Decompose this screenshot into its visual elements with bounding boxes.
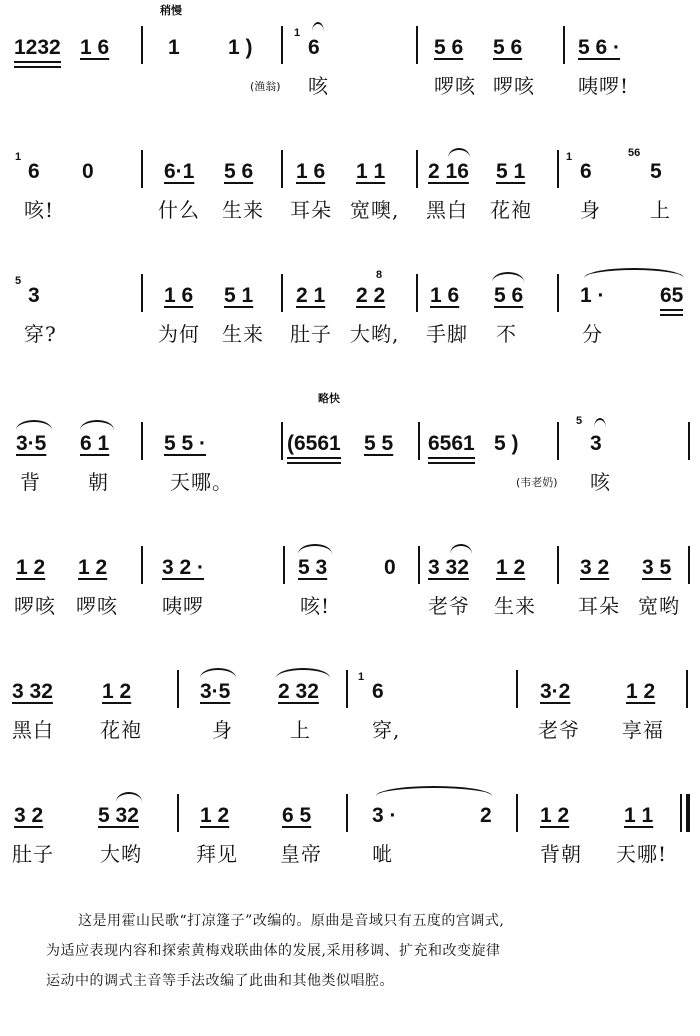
fermata-mark (594, 418, 606, 428)
barline (141, 546, 143, 584)
note-group: 5 1 (224, 284, 254, 307)
lyric: 花袍 (490, 198, 532, 222)
barline (416, 274, 418, 312)
barline (281, 150, 283, 188)
role-label: (渔翁) (250, 80, 281, 93)
barline (557, 546, 559, 584)
lyric: 不 (496, 322, 517, 346)
role-label: (韦老奶) (516, 476, 558, 489)
barline (686, 670, 688, 708)
lyric: 大哟, (350, 322, 400, 346)
lyric: 穿? (24, 322, 57, 346)
barline (416, 150, 418, 188)
grace-note: 56 (628, 147, 641, 159)
lyric: 肚子 (290, 322, 332, 346)
lyric: 啰咳 (14, 594, 56, 618)
note-group: 1 2 (200, 804, 230, 827)
note-group: 1 2 (626, 680, 656, 703)
lyric: 穿, (372, 718, 401, 742)
barline (563, 26, 565, 64)
note-group: 6 5 (282, 804, 312, 827)
grace-note: 1 (566, 151, 573, 163)
note-group: 5 3 (298, 556, 328, 579)
note-group: 3 2 (14, 804, 44, 827)
barline (557, 150, 559, 188)
note-group: 5 5 · (164, 432, 207, 455)
lyric: 咦啰! (578, 74, 630, 98)
slur (450, 544, 472, 554)
slur (200, 668, 236, 678)
note-group: 5 32 (98, 804, 139, 827)
note-group: 1 1 (356, 160, 386, 183)
lyric: 咳 (308, 74, 329, 98)
lyric: 背朝 (540, 842, 582, 866)
note-group: 3 2 (580, 556, 610, 579)
lyric: 黑白 (426, 198, 468, 222)
lyric: 生来 (222, 198, 264, 222)
note-group: 3 · (372, 804, 397, 827)
note-group: 1 6 (296, 160, 326, 183)
note-group: 1 (168, 36, 180, 59)
lyric: 分 (582, 322, 603, 346)
note-group: 5 1 (496, 160, 526, 183)
grace-note: 1 (15, 151, 22, 163)
grace-note: 1 (358, 671, 365, 683)
note-group: 1 2 (16, 556, 46, 579)
barline (281, 422, 283, 460)
lyric: 身 (212, 718, 233, 742)
note-group: 1 6 (80, 36, 110, 59)
lyric: 拜见 (196, 842, 238, 866)
note-group: 0 (82, 160, 94, 183)
slur (584, 268, 684, 278)
note-group: 3 2 · (162, 556, 205, 579)
barline (346, 670, 348, 708)
barline (418, 422, 420, 460)
note-group: 5 5 (364, 432, 394, 455)
lyric: 老爷 (538, 718, 580, 742)
lyric: 享福 (622, 718, 664, 742)
lyric: 大哟 (100, 842, 142, 866)
lyric: 生来 (222, 322, 264, 346)
note-group: 5 6 · (578, 36, 621, 59)
barline (416, 26, 418, 64)
lyric: 啰咳 (493, 74, 535, 98)
barline (557, 422, 559, 460)
note-group: 3 (28, 284, 40, 307)
tempo-mark-slow: 稍慢 (160, 4, 182, 17)
note-group: 6·1 (164, 160, 195, 183)
note-group: 1 ) (228, 36, 253, 59)
grace-note: 5 (576, 415, 583, 427)
note-group: (6561 (287, 432, 341, 459)
barline (141, 274, 143, 312)
barline (557, 274, 559, 312)
grace-note: 1 (294, 27, 301, 39)
lyric: 咦啰 (162, 594, 204, 618)
barline (281, 274, 283, 312)
note-group: 3·2 (540, 680, 571, 703)
note-group: 6 (28, 160, 40, 183)
barline (177, 794, 179, 832)
final-barline-thin (680, 794, 682, 832)
note-group: 3 32 (12, 680, 53, 703)
note-group: 2 1 (296, 284, 326, 307)
note-group: 3·5 (200, 680, 231, 703)
note-group: 5 6 (434, 36, 464, 59)
note-group: 3·5 (16, 432, 47, 455)
lyric: 背 (20, 470, 41, 494)
lyric: 生来 (494, 594, 536, 618)
note-group: 2 2 (356, 284, 386, 307)
note-group: 3 (590, 432, 602, 455)
lyric: 耳朵 (578, 594, 620, 618)
barline (418, 546, 420, 584)
barline (516, 794, 518, 832)
barline (141, 26, 143, 64)
barline (688, 422, 690, 460)
slur (16, 420, 52, 430)
lyric: 上 (650, 198, 671, 222)
lyric: 咳! (24, 198, 55, 222)
barline (281, 26, 283, 64)
note-group: 1 2 (540, 804, 570, 827)
lyric: 朝 (88, 470, 109, 494)
lyric: 天哪。 (170, 470, 233, 494)
note-group: 1232 (14, 36, 61, 63)
note-group: 1 2 (496, 556, 526, 579)
slur (492, 272, 524, 282)
final-barline-thick (686, 794, 690, 832)
note-group: 5 ) (494, 432, 519, 455)
note-group: 0 (384, 556, 396, 579)
barline (177, 670, 179, 708)
lyric: 咳! (300, 594, 331, 618)
note-group: 3 5 (642, 556, 672, 579)
barline (346, 794, 348, 832)
lyric: 为何 (158, 322, 200, 346)
lyric: 身 (580, 198, 601, 222)
footnote (46, 906, 668, 996)
note-group: 6 1 (80, 432, 110, 455)
note-group: 5 6 (494, 284, 524, 307)
slur (448, 148, 470, 158)
note-group: 5 6 (224, 160, 254, 183)
lyric: 上 (290, 718, 311, 742)
footnote-line: 这是用霍山民歌“打凉篷子”改编的。原曲是音域只有五度的宫调式, (78, 913, 505, 929)
note-group: 1 6 (430, 284, 460, 307)
lyric: 花袍 (100, 718, 142, 742)
lyric: 宽噢, (350, 198, 400, 222)
note-group: 6561 (428, 432, 475, 459)
slur (298, 544, 332, 554)
note-group: 65 (660, 284, 683, 311)
slur (80, 420, 114, 430)
note-group: 2 16 (428, 160, 469, 183)
note-group: 1 · (580, 284, 605, 307)
note-group: 1 1 (624, 804, 654, 827)
barline (141, 422, 143, 460)
lyric: 呲 (372, 842, 393, 866)
note-group: 1 2 (102, 680, 132, 703)
note-group: 2 (480, 804, 492, 827)
grace-note: 8 (376, 269, 383, 281)
slur (376, 786, 492, 796)
note-group: 6 (580, 160, 592, 183)
lyric: 耳朵 (290, 198, 332, 222)
note-group: 6 (308, 36, 320, 59)
grace-note: 5 (15, 275, 22, 287)
barline (283, 546, 285, 584)
fermata-mark (312, 22, 324, 32)
lyric: 咳 (590, 470, 611, 494)
lyric: 什么 (158, 198, 200, 222)
note-group: 3 32 (428, 556, 469, 579)
lyric: 天哪! (616, 842, 668, 866)
lyric: 老爷 (428, 594, 470, 618)
note-group: 2 32 (278, 680, 319, 703)
barline (516, 670, 518, 708)
note-group: 1 2 (78, 556, 108, 579)
note-group: 5 6 (493, 36, 523, 59)
slur (276, 668, 330, 678)
note-group: 5 (650, 160, 662, 183)
footnote-line: 运动中的调式主音等手法改编了此曲和其他类似唱腔。 (46, 973, 394, 989)
lyric: 手脚 (426, 322, 468, 346)
lyric: 皇帝 (280, 842, 322, 866)
tempo-mark-fast: 略快 (318, 392, 340, 405)
note-group: 6 (372, 680, 384, 703)
lyric: 宽哟 (638, 594, 680, 618)
barline (141, 150, 143, 188)
barline (688, 546, 690, 584)
footnote-line: 为适应表现内容和探索黄梅戏联曲体的发展,采用移调、扩充和改变旋律 (46, 943, 501, 959)
lyric: 肚子 (12, 842, 54, 866)
note-group: 1 6 (164, 284, 194, 307)
lyric: 黑白 (12, 718, 54, 742)
lyric: 啰咳 (434, 74, 476, 98)
lyric: 啰咳 (76, 594, 118, 618)
slur (116, 792, 142, 802)
